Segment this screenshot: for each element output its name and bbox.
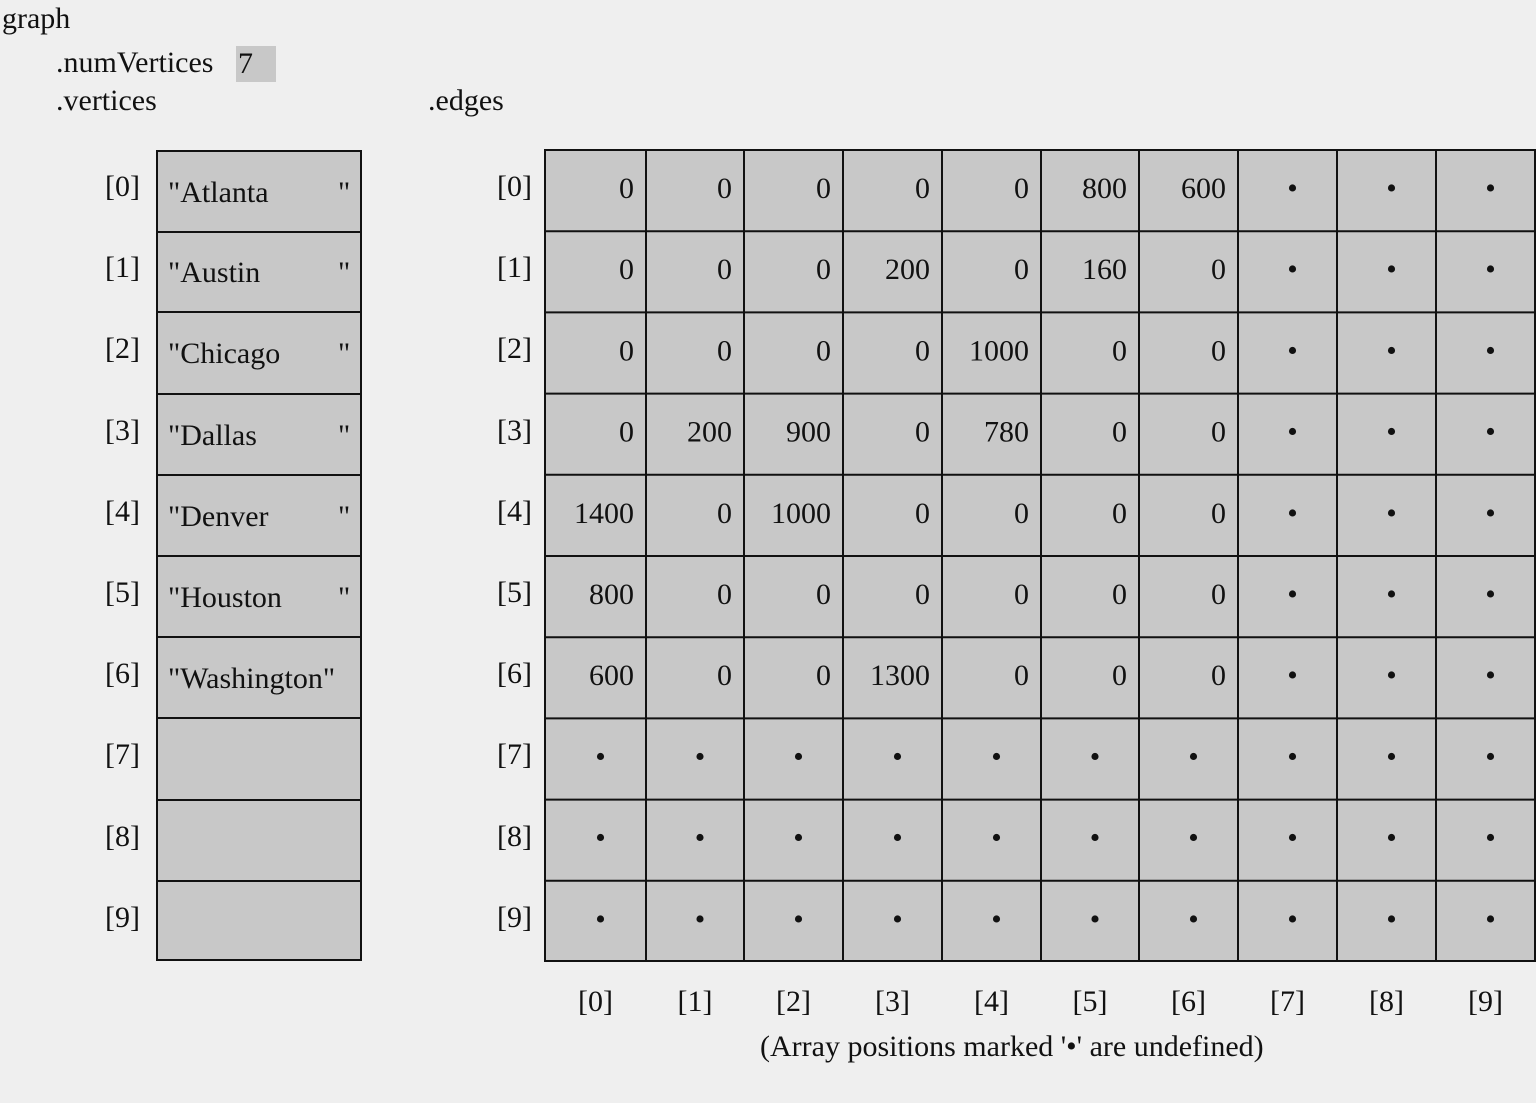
edge-cell-undefined: •: [1089, 902, 1101, 936]
vertex-row-index: [1]: [105, 251, 140, 285]
edge-cell-undefined: •: [1287, 821, 1298, 855]
edge-cell-undefined: •: [1089, 821, 1101, 855]
edge-cell-value: 0: [1211, 334, 1226, 368]
edge-cell-value: 0: [915, 496, 930, 530]
vertex-close-quote: ": [338, 499, 351, 533]
edge-cell-value: 160: [1082, 253, 1127, 287]
edge-cell-value: 0: [816, 334, 831, 368]
edge-cell-undefined: •: [1485, 496, 1496, 530]
edge-cell-value: 1400: [574, 496, 634, 530]
edge-cell-undefined: •: [991, 902, 1002, 936]
num-vertices-value: 7: [236, 46, 276, 82]
vertex-row-index: [5]: [105, 576, 140, 609]
edge-cell-undefined: •: [1485, 253, 1496, 287]
edge-cell-value: 0: [717, 496, 732, 530]
edge-cell-undefined: •: [1287, 496, 1298, 530]
vertex-name: "Denver: [168, 499, 269, 533]
vertex-row-index: [8]: [105, 819, 140, 853]
edge-column-index: [4]: [974, 985, 1009, 1018]
edge-column-index: [2]: [776, 985, 811, 1018]
edge-column-index: [0]: [578, 985, 613, 1018]
vertex-name: "Chicago: [168, 337, 281, 371]
edge-cell-value: 0: [1014, 253, 1029, 287]
edge-row-index: [4]: [497, 494, 532, 528]
vertex-close-quote: ": [338, 176, 351, 209]
vertices-label: .vertices: [56, 84, 157, 117]
edge-cell-undefined: •: [1089, 740, 1101, 774]
edge-cell-undefined: •: [793, 821, 804, 855]
edge-cell-undefined: •: [1386, 821, 1397, 855]
edge-cell-value: 0: [816, 578, 831, 611]
edge-cell-value: 0: [816, 253, 831, 287]
edge-cell-undefined: •: [1485, 578, 1496, 611]
edge-cell-value: 0: [1112, 659, 1127, 693]
edge-column-index: [7]: [1270, 985, 1305, 1018]
edge-row-index: [8]: [497, 819, 532, 853]
edge-cell-value: 780: [984, 415, 1029, 449]
edge-cell-undefined: •: [1485, 334, 1496, 368]
edge-cell-undefined: •: [892, 902, 903, 936]
edge-cell-undefined: •: [793, 740, 804, 774]
edge-cell-value: 0: [1014, 578, 1029, 611]
edge-cell-value: 0: [1014, 659, 1029, 693]
edge-cell-value: 0: [717, 578, 732, 611]
edge-cell-value: 200: [885, 253, 930, 287]
edge-cell-undefined: •: [1287, 172, 1298, 205]
vertex-row-index: [2]: [105, 332, 140, 366]
edge-cell-value: 0: [619, 334, 634, 368]
edge-cell-undefined: •: [991, 821, 1002, 855]
vertex-close-quote: ": [338, 418, 351, 452]
edge-cell-value: 0: [1211, 496, 1226, 530]
edge-row-index: [9]: [497, 900, 532, 934]
vertex-name: "Austin: [168, 256, 261, 290]
edge-column-index: [9]: [1468, 985, 1503, 1018]
vertex-name: "Washington": [168, 662, 336, 696]
edge-column-index: [8]: [1369, 985, 1404, 1018]
edge-cell-value: 0: [915, 172, 930, 205]
edge-cell-value: 0: [1211, 253, 1226, 287]
vertex-close-quote: ": [338, 256, 351, 290]
edge-cell-value: 0: [1112, 415, 1127, 449]
edge-cell-value: 0: [1112, 578, 1127, 611]
edge-row-index: [3]: [497, 413, 532, 447]
edge-cell-undefined: •: [1188, 821, 1199, 855]
edge-cell-undefined: •: [1485, 659, 1496, 693]
vertex-row-index: [6]: [105, 657, 140, 691]
edge-cell-undefined: •: [595, 821, 606, 855]
edge-cell-undefined: •: [1485, 172, 1496, 205]
edge-cell-value: 0: [619, 172, 634, 205]
vertex-close-quote: ": [338, 337, 351, 371]
vertex-row-index: [0]: [105, 170, 140, 203]
edge-cell-value: 0: [915, 578, 930, 611]
edge-cell-value: 0: [1014, 172, 1029, 205]
edge-cell-value: 0: [915, 334, 930, 368]
edge-cell-value: 0: [619, 253, 634, 287]
edge-cell-value: 0: [717, 659, 732, 693]
edge-row-index: [1]: [497, 251, 532, 285]
edge-cell-undefined: •: [1287, 253, 1298, 287]
edge-row-index: [6]: [497, 657, 532, 691]
graph-label: graph: [2, 2, 71, 35]
edge-cell-value: 200: [687, 415, 732, 449]
edge-cell-undefined: •: [1386, 496, 1397, 530]
edge-cell-undefined: •: [694, 902, 706, 936]
edge-cell-undefined: •: [1188, 740, 1199, 774]
num-vertices-label: .numVertices: [56, 46, 214, 79]
edge-row-index: [2]: [497, 332, 532, 366]
edge-cell-undefined: •: [694, 821, 706, 855]
edge-cell-value: 800: [1082, 172, 1127, 205]
edge-cell-undefined: •: [1287, 334, 1298, 368]
edge-column-index: [6]: [1171, 985, 1206, 1018]
edge-cell-value: 0: [1112, 334, 1127, 368]
edge-cell-value: 0: [816, 659, 831, 693]
edge-cell-value: 0: [1112, 496, 1127, 530]
vertex-name: "Atlanta: [168, 176, 269, 209]
edge-cell-value: 1000: [771, 496, 831, 530]
edge-cell-undefined: •: [991, 740, 1002, 774]
edges-label: .edges: [428, 84, 504, 117]
edge-cell-undefined: •: [1386, 415, 1397, 449]
edge-cell-undefined: •: [1386, 740, 1397, 774]
edge-cell-undefined: •: [1386, 578, 1397, 611]
edge-column-index: [1]: [677, 985, 713, 1018]
edge-cell-value: 600: [1181, 172, 1226, 205]
edge-cell-undefined: •: [1287, 740, 1298, 774]
edge-cell-undefined: •: [892, 821, 903, 855]
edge-cell-undefined: •: [892, 740, 903, 774]
edge-cell-undefined: •: [1386, 659, 1397, 693]
edge-cell-undefined: •: [1386, 902, 1397, 936]
edge-cell-value: 1300: [870, 659, 930, 693]
vertex-name: "Houston: [168, 581, 282, 614]
edge-cell-undefined: •: [1287, 578, 1298, 611]
edge-cell-undefined: •: [1485, 821, 1496, 855]
edge-cell-undefined: •: [1287, 659, 1298, 693]
edge-cell-value: 0: [1014, 496, 1029, 530]
edge-row-index: [7]: [497, 738, 532, 772]
vertex-name: "Dallas: [168, 418, 257, 452]
edge-cell-undefined: •: [1386, 334, 1397, 368]
edge-column-index: [5]: [1072, 985, 1108, 1018]
vertex-row-index: [4]: [105, 494, 140, 528]
edge-cell-value: 0: [1211, 578, 1226, 611]
vertex-row-index: [3]: [105, 413, 140, 447]
edge-cell-value: 0: [816, 172, 831, 205]
edge-cell-undefined: •: [694, 740, 706, 774]
footnote: (Array positions marked '•' are undefined): [760, 1030, 1264, 1063]
edge-cell-value: 0: [717, 172, 732, 205]
vertex-close-quote: ": [338, 581, 351, 614]
edge-cell-value: 0: [1211, 659, 1226, 693]
edge-cell-undefined: •: [1386, 172, 1397, 205]
edge-cell-undefined: •: [1386, 253, 1397, 287]
edge-cell-undefined: •: [1485, 415, 1496, 449]
edge-cell-value: 600: [589, 659, 634, 693]
edge-cell-value: 0: [619, 415, 634, 449]
edge-cell-value: 1000: [969, 334, 1029, 368]
edge-cell-value: 0: [717, 334, 732, 368]
edge-cell-undefined: •: [595, 902, 606, 936]
edge-cell-undefined: •: [1485, 902, 1496, 936]
edge-cell-value: 800: [589, 578, 634, 611]
edge-column-index: [3]: [875, 985, 910, 1018]
edge-cell-value: 0: [717, 253, 732, 287]
edge-cell-value: 0: [915, 415, 930, 449]
edge-cell-undefined: •: [1188, 902, 1199, 936]
edge-cell-undefined: •: [1287, 902, 1298, 936]
edge-cell-undefined: •: [1287, 415, 1298, 449]
edge-cell-value: 900: [786, 415, 831, 449]
edge-row-index: [5]: [497, 576, 532, 609]
edge-cell-undefined: •: [595, 740, 606, 774]
edge-cell-value: 0: [1211, 415, 1226, 449]
edge-cell-undefined: •: [1485, 740, 1496, 774]
edge-cell-undefined: •: [793, 902, 804, 936]
edge-row-index: [0]: [497, 170, 532, 203]
vertex-row-index: [9]: [105, 900, 140, 934]
vertex-row-index: [7]: [105, 738, 140, 772]
